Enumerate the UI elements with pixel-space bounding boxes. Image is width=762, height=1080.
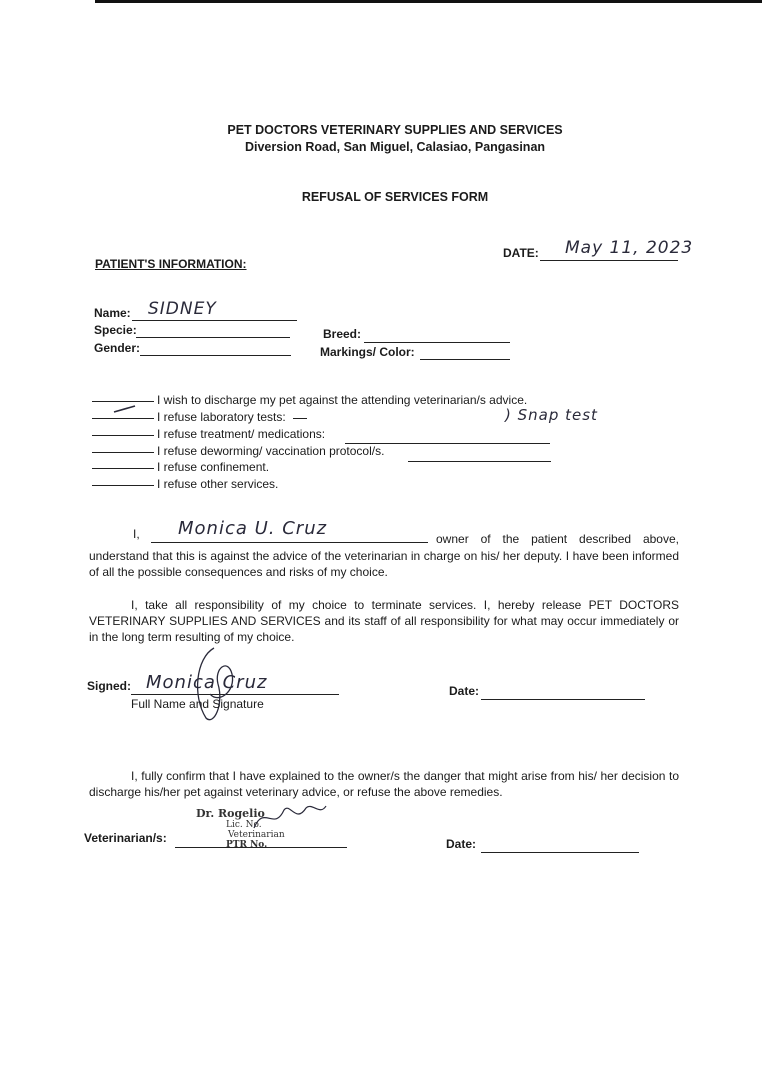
option-text: I refuse other services. — [157, 477, 279, 491]
date-line — [540, 260, 678, 261]
option-text: I refuse laboratory tests: — [157, 410, 286, 424]
signed-caption: Full Name and Signature — [131, 697, 264, 711]
name-value[interactable]: SIDNEY — [148, 299, 217, 319]
signed-date-label: Date: — [449, 684, 480, 698]
scan-top-edge — [95, 0, 762, 3]
breed-label: Breed: — [323, 327, 362, 341]
form-title: REFUSAL OF SERVICES FORM — [301, 190, 489, 204]
owner-prefix: I, — [133, 527, 140, 541]
option-blank[interactable] — [92, 468, 154, 469]
option-text: I refuse treatment/ medications: — [157, 427, 326, 441]
vet-label: Veterinarian/s: — [84, 831, 167, 845]
signed-value[interactable]: Monica Cruz — [146, 672, 268, 693]
name-label: Name: — [94, 306, 131, 320]
option-text: I refuse deworming/ vaccination protocol/s. — [157, 444, 385, 458]
patient-info-label: PATIENT'S INFORMATION: — [95, 257, 247, 271]
option-discharge[interactable] — [92, 393, 527, 409]
signed-date-line[interactable] — [481, 699, 645, 700]
option-blank[interactable] — [92, 401, 154, 402]
vet-stamp-name: Dr. Rogelio — [196, 807, 265, 820]
signed-label: Signed: — [87, 679, 131, 693]
vet-stamp-ptr: PTR No. — [226, 840, 268, 850]
owner-name-value[interactable]: Monica U. Cruz — [178, 518, 328, 539]
markings-line[interactable] — [420, 359, 510, 360]
signature-scribble-icon — [188, 644, 240, 728]
owner-line1-suffix: owner of the patient described above, — [436, 532, 679, 546]
breed-line[interactable] — [364, 342, 510, 343]
option-treatment[interactable] — [92, 427, 325, 443]
date-label: DATE: — [503, 246, 539, 260]
lab-tests-note[interactable]: ) Snap test — [505, 406, 598, 424]
responsibility-paragraph: I, take all responsibility of my choice to terminate services. I, hereby release PET DOCTORS VETERINARY SUPPLIES AND SERVICES and its staff of all responsibility for what may occur immediately or in the long term resulting of my choice. — [89, 598, 679, 644]
vet-line — [175, 847, 347, 848]
lab-tests-line — [293, 418, 307, 419]
vet-stamp-title: Veterinarian — [228, 830, 285, 840]
specie-line[interactable] — [136, 337, 290, 338]
vet-date-label: Date: — [446, 837, 477, 851]
gender-label: Gender: — [94, 341, 141, 355]
date-value[interactable]: May 11, 2023 — [565, 238, 694, 258]
option-blank[interactable] — [92, 435, 154, 436]
company-name: PET DOCTORS VETERINARY SUPPLIES AND SERVICES — [227, 123, 563, 137]
company-address: Diversion Road, San Miguel, Calasiao, Pangasinan — [244, 140, 546, 154]
gender-line[interactable] — [140, 355, 291, 356]
option-blank[interactable] — [92, 452, 154, 453]
option-text: I refuse confinement. — [157, 460, 270, 474]
option-confinement[interactable] — [92, 460, 269, 476]
deworming-line[interactable] — [408, 461, 551, 462]
option-text: I wish to discharge my pet against the attending veterinarian/s advice. — [157, 393, 528, 407]
markings-label: Markings/ Color: — [320, 345, 415, 359]
specie-label: Specie: — [94, 323, 137, 337]
option-deworming[interactable] — [92, 444, 384, 460]
vet-date-line[interactable] — [481, 852, 639, 853]
option-other[interactable] — [92, 477, 278, 493]
owner-name-line — [151, 542, 428, 543]
owner-statement-text: understand that this is against the advice of the veterinarian in charge on his/ her deputy. I have been informed of all the possible consequences and risks of my choice. — [89, 549, 679, 579]
vet-stamp-license: Lic. No. — [226, 820, 262, 830]
vet-signature-scribble-icon — [250, 798, 330, 838]
option-blank[interactable] — [92, 485, 154, 486]
option-blank[interactable] — [92, 418, 154, 419]
check-mark-icon — [112, 403, 138, 415]
name-line — [132, 320, 297, 321]
vet-paragraph: I, fully confirm that I have explained to the owner/s the danger that might arise from his/ her decision to discharge his/her pet against veterinary advice, or refuse the above remedies. — [89, 769, 679, 799]
